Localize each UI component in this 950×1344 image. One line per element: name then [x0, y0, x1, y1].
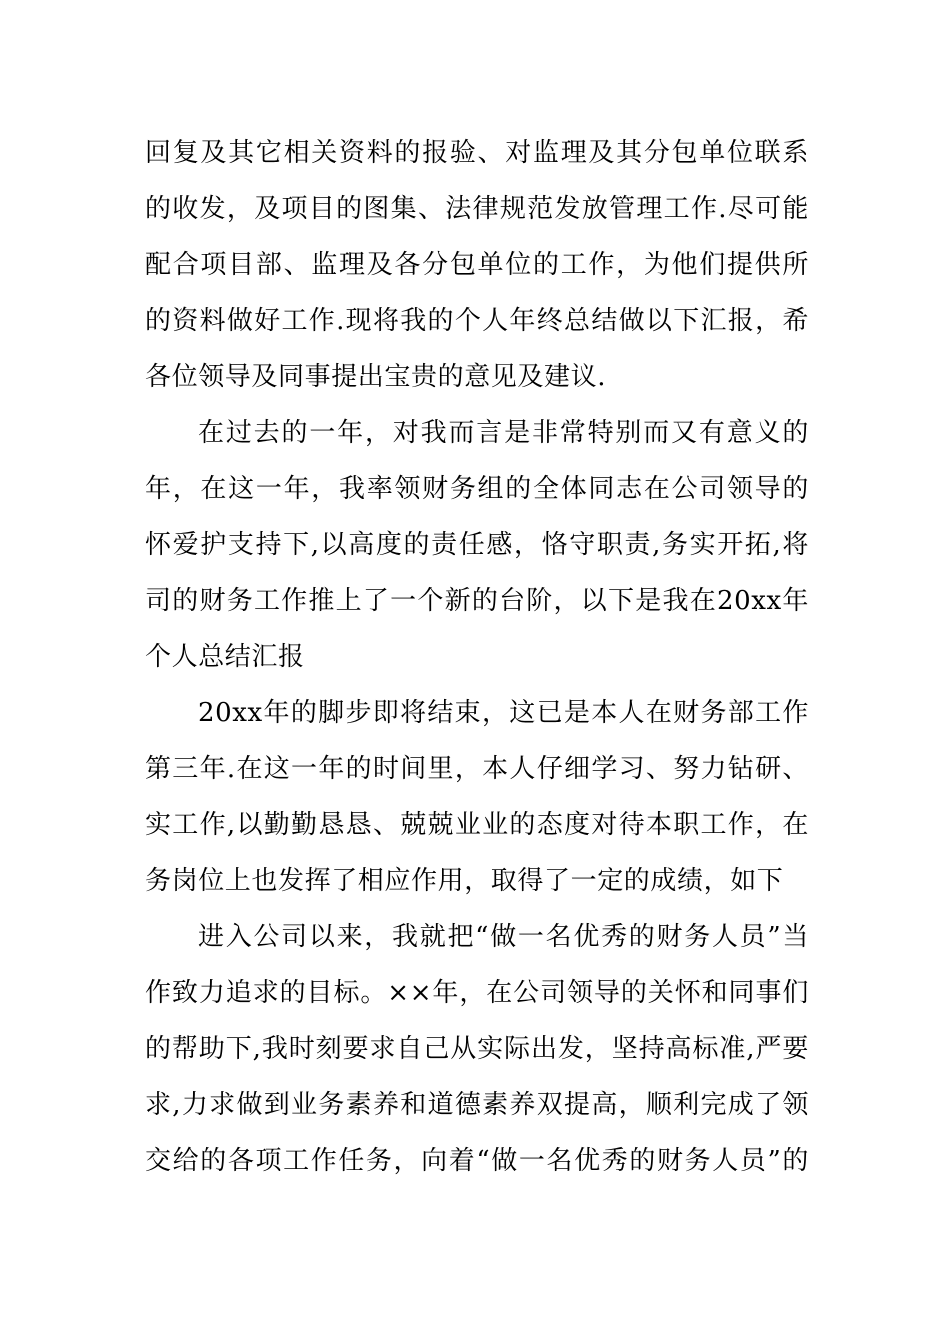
- text-line: 怀爱护支持下,以高度的责任感，恪守职责,务实开拓,将: [145, 530, 809, 560]
- text-line: 的收发，及项目的图集、法律规范发放管理工作.尽可能: [145, 194, 809, 224]
- text-line: 交给的各项工作任务，向着“做一名优秀的财务人员”的: [145, 1146, 809, 1176]
- text-line: 20xx年的脚步即将结束，这已是本人在财务部工作: [198, 698, 809, 728]
- text-line: 第三年.在这一年的时间里，本人仔细学习、努力钻研、: [145, 754, 809, 784]
- text-line: 的帮助下,我时刻要求自己从实际出发，坚持高标准,严要: [145, 1034, 809, 1064]
- text-line: 个人总结汇报: [145, 642, 305, 672]
- text-line: 在过去的一年，对我而言是非常特别而又有意义的: [198, 418, 809, 448]
- text-line: 实工作,以勤勤恳恳、兢兢业业的态度对待本职工作，在: [145, 810, 809, 840]
- text-line: 进入公司以来，我就把“做一名优秀的财务人员”当: [198, 922, 809, 952]
- text-line: 各位领导及同事提出宝贵的意见及建议.: [145, 362, 607, 392]
- text-line: 求,力求做到业务素养和道德素养双提高，顺利完成了领: [145, 1090, 809, 1120]
- text-line: 的资料做好工作.现将我的个人年终总结做以下汇报，希: [145, 306, 809, 336]
- text-line: 作致力追求的目标。××年，在公司领导的关怀和同事们: [145, 978, 809, 1008]
- text-line: 年，在这一年，我率领财务组的全体同志在公司领导的: [145, 474, 809, 504]
- text-line: 司的财务工作推上了一个新的台阶，以下是我在20xx年: [145, 586, 809, 616]
- text-line: 务岗位上也发挥了相应作用，取得了一定的成绩，如下: [145, 866, 784, 896]
- text-line: 回复及其它相关资料的报验、对监理及其分包单位联系: [145, 138, 809, 168]
- text-line: 配合项目部、监理及各分包单位的工作，为他们提供所: [145, 250, 809, 280]
